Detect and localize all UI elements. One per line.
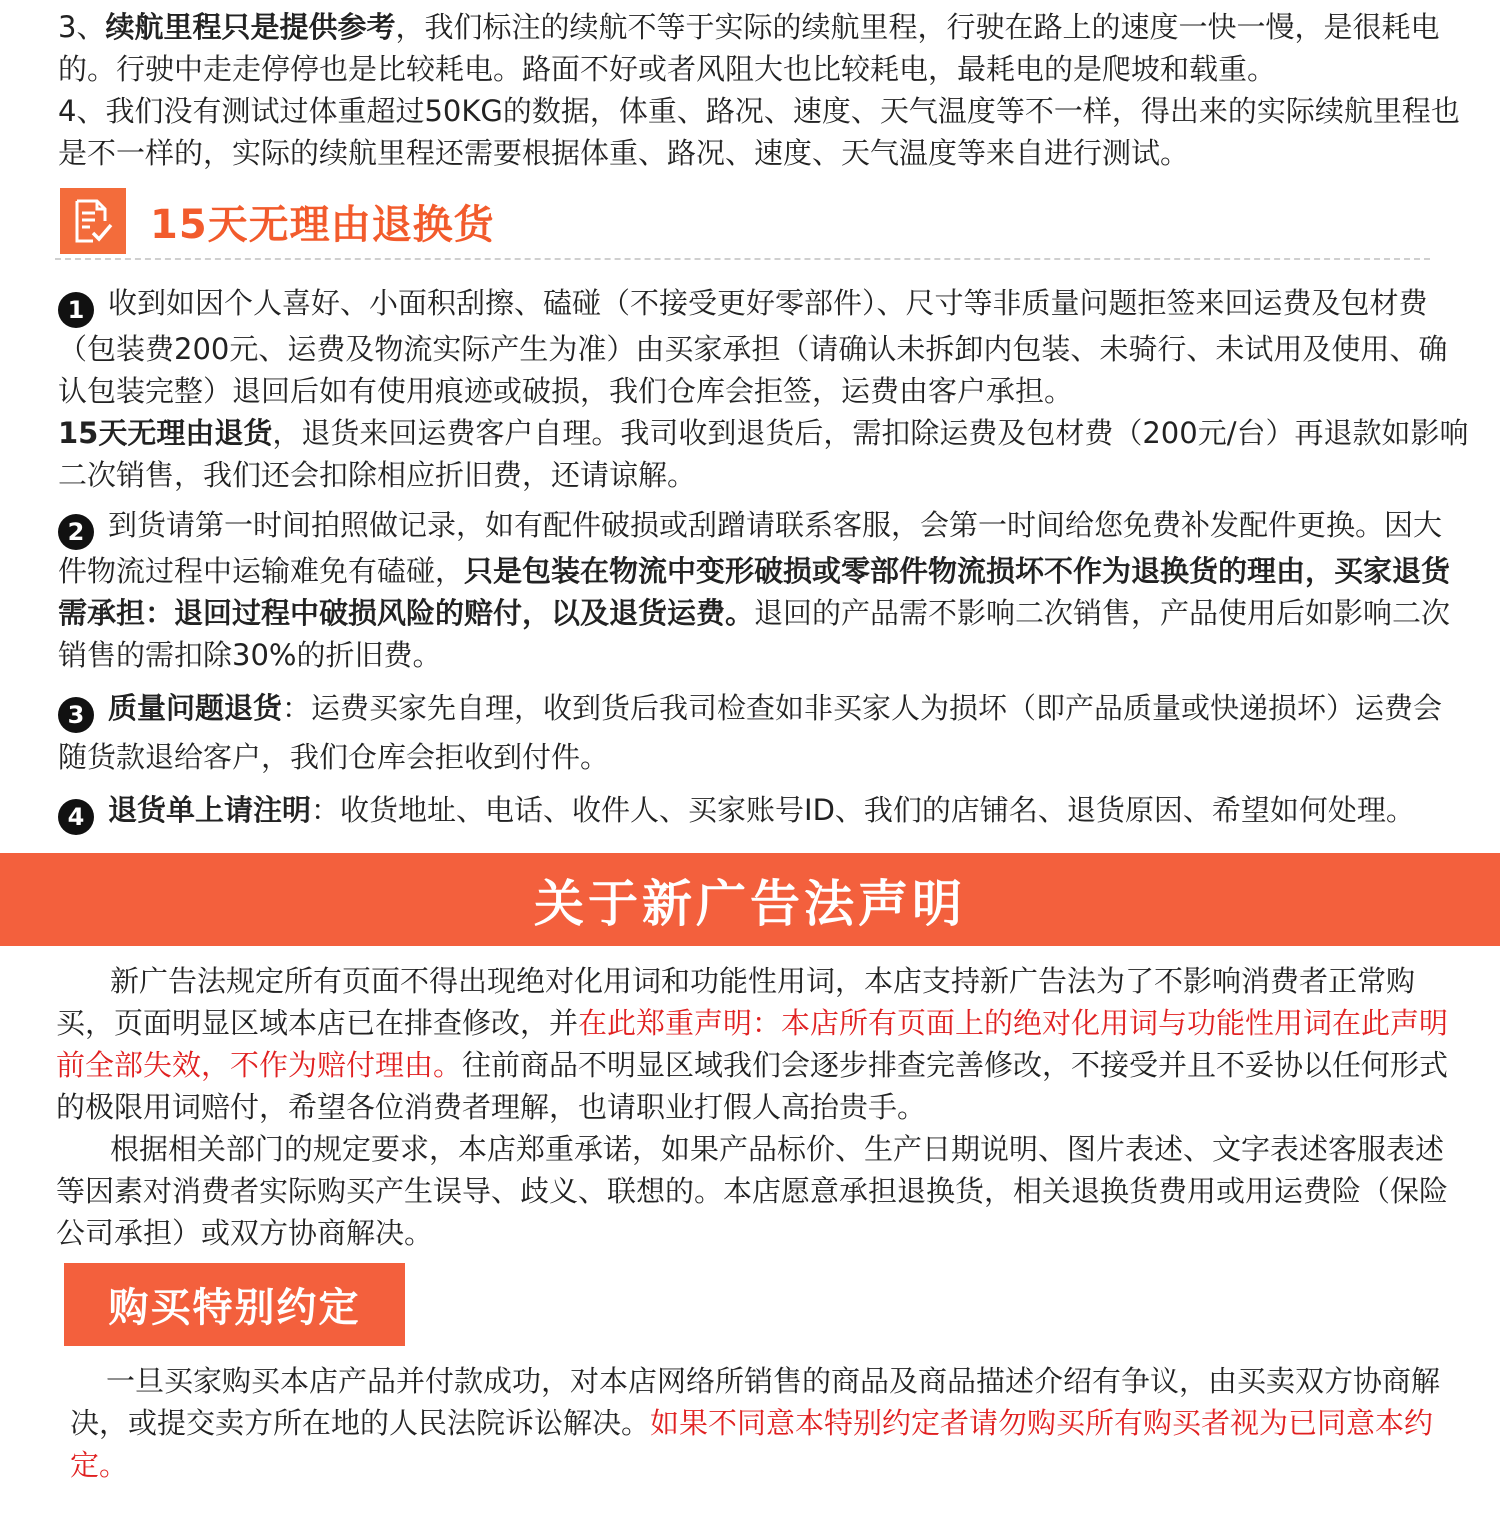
return-section-title: 15天无理由退换货	[150, 201, 495, 248]
return-rule-2-text-bold: 只是包装在物流中变形破损或零部件物流损坏不作为退换货的理由，买家退货需承担：退回过程中破损风险的赔付，以及退货运费。	[58, 554, 1451, 630]
return-rule-1	[58, 282, 1470, 496]
ad-law-paragraph-1-a: 新广告法规定所有页面不得出现绝对化用词和功能性用词，本店支持新广告法为了不影响消费者正常购买，页面明显区域本店已在排查修改，并	[56, 964, 1416, 1040]
return-rule-4-text: ：收货地址、电话、收件人、买家账号ID、我们的店铺名、退货原因、希望如何处理。	[311, 793, 1415, 827]
range-note-3	[58, 6, 1468, 90]
return-rule-2-text-b: 退回的产品需不影响二次销售，产品使用后如影响二次销售的需扣除30%的折旧费。	[58, 596, 1451, 672]
ad-law-paragraph-1-b: 往前商品不明显区域我们会逐步排查完善修改，不接受并且不妥协以任何形式的极限用词赔付，希望各位消费者理解，也请职业打假人高抬贵手。	[56, 1048, 1449, 1124]
ad-law-paragraph-2: 根据相关部门的规定要求，本店郑重承诺，如果产品标价、生产日期说明、图片表述、文字表述客服表述等因素对消费者实际购买产生误导、歧义、联想的。本店愿意承担退换货，相关退换货费用或用运费险（保险公司承担）或双方协商解决。	[56, 1132, 1449, 1250]
return-rule-4	[58, 789, 1470, 835]
return-rule-2	[58, 504, 1470, 676]
agreement-heading	[64, 1263, 405, 1346]
ad-law-paragraph-1	[56, 960, 1456, 1128]
agreement-title: 购买特别约定	[108, 1285, 361, 1331]
agreement-text	[70, 1360, 1450, 1486]
range-note-3-text: ，我们标注的续航不等于实际的续航里程，行驶在路上的速度一快一慢，是很耗电的。行驶中走走停停也是比较耗电。路面不好或者风阻大也比较耗电，最耗电的是爬坡和载重。	[58, 10, 1440, 86]
return-rule-1-sub-text: ，退货来回运费客户自理。我司收到退货后，需扣除运费及包材费（200元/台）再退款如影响二次销售，我们还会扣除相应折旧费，还请谅解。	[58, 416, 1469, 492]
rule-number-badge: 3	[58, 697, 94, 733]
return-rule-3-label: 质量问题退货	[108, 691, 283, 725]
rule-number-badge: 1	[58, 292, 94, 328]
range-notes	[58, 6, 1468, 174]
range-note-3-prefix: 3、	[58, 10, 106, 44]
document-check-icon-svg	[71, 197, 115, 245]
section-divider	[55, 258, 1430, 260]
range-note-3-bold: 续航里程只是提供参考	[105, 10, 396, 44]
document-check-icon	[60, 188, 126, 254]
return-section-heading	[60, 188, 495, 254]
ad-law-paragraph-1-red: 在此郑重声明：本店所有页面上的绝对化用词与功能性用词在此声明前全部失效，不作为赔付理由。	[56, 1006, 1449, 1082]
agreement-paragraph-a: 一旦买家购买本店产品并付款成功，对本店网络所销售的商品及商品描述介绍有争议，由买卖双方协商解决，或提交卖方所在地的人民法院诉讼解决。	[70, 1364, 1441, 1440]
ad-law-banner	[0, 853, 1500, 946]
agreement-paragraph	[70, 1360, 1450, 1486]
return-rule-4-label: 退货单上请注明	[108, 793, 312, 827]
return-rule-3	[58, 684, 1470, 781]
return-rules	[58, 282, 1470, 843]
ad-law-statement	[56, 960, 1456, 1254]
return-rule-3-text: ：运费买家先自理，收到货后我司检查如非买家人为损坏（即产品质量或快递损坏）运费会随货款退给客户，我们仓库会拒收到付件。	[58, 691, 1443, 774]
return-rule-2-text-a: 到货请第一时间拍照做记录，如有配件破损或刮蹭请联系客服，会第一时间给您免费补发配件更换。因大件物流过程中运输难免有磕碰，	[58, 508, 1443, 588]
rule-number-badge: 4	[58, 799, 94, 835]
ad-law-title: 关于新广告法声明	[534, 874, 966, 933]
range-note-4: 4、我们没有测试过体重超过50KG的数据，体重、路况、速度、天气温度等不一样，得出来的实际续航里程也是不一样的，实际的续航里程还需要根据体重、路况、速度、天气温度等来自进行测试。	[58, 94, 1460, 170]
return-rule-1-sub-bold: 15天无理由退货	[58, 416, 273, 450]
agreement-paragraph-red: 如果不同意本特别约定者请勿购买所有购买者视为已同意本约定。	[70, 1406, 1434, 1482]
rule-number-badge: 2	[58, 514, 94, 550]
return-rule-1-text: 收到如因个人喜好、小面积刮擦、磕碰（不接受更好零部件）、尺寸等非质量问题拒签来回运费及包材费（包装费200元、运费及物流实际产生为准）由买家承担（请确认未拆卸内包装、未骑行、未试用及使用、确认包装完整）退回后如有使用痕迹或破损，我们仓库会拒签，运费由客户承担。	[58, 286, 1448, 408]
